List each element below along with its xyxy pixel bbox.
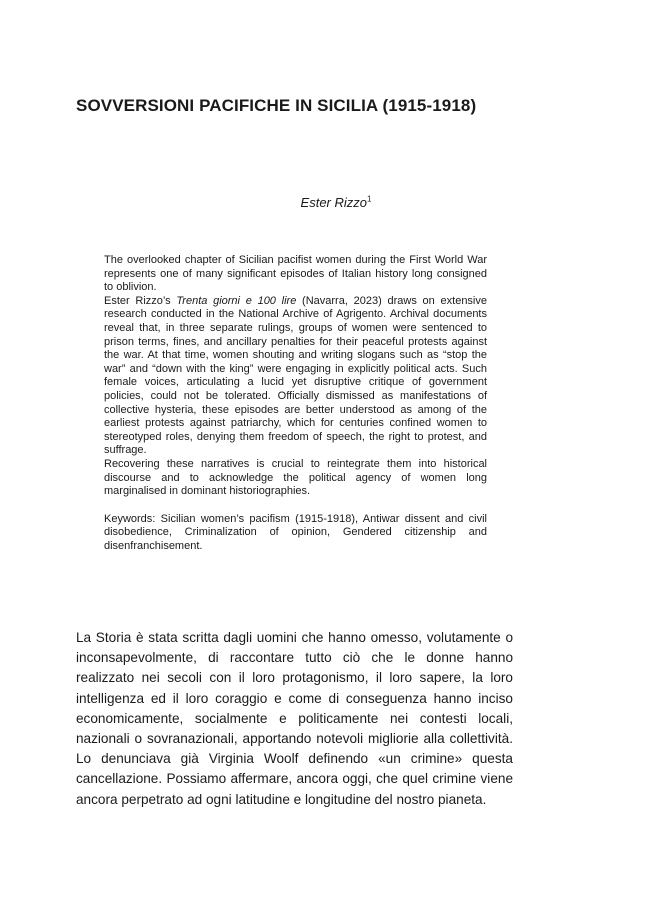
abstract <box>104 254 487 553</box>
abstract-p2-lead: Ester Rizzo’s <box>104 294 177 307</box>
abstract-paragraph-1: The overlooked chapter of Sicilian pacifist women during the First World War represents one of many significant episodes of Italian history long consigned to oblivion. <box>104 254 487 294</box>
book-title: Trenta giorni e 100 lire <box>176 294 297 307</box>
abstract-p2-rest: (Navarra, 2023) draws on extensive research conducted in the National Archive of Agrigento. Archival documents reveal that, in three separate rulings, groups of women were sentenced to prison terms, fines, and ancillary penalties for their peaceful protests against the war. At that time, women shouting and writing slogans such as “stop the war” and “down with the king” were engaging in explicitly political acts. Such female voices, articulating a lucid yet disruptive critique of government policies, could not be tolerated. Officially dismissed as manifestations of collective hysteria, these episodes are better understood as among of the earliest protests against patriarchy, which for centuries confined women to stereotyped roles, denying them freedom of speech, the right to protest, and suffrage. <box>104 294 487 457</box>
author-footnote-mark: 1 <box>367 194 372 204</box>
article-title: SOVVERSIONI PACIFICHE IN SICILIA (1915-1918) <box>76 96 477 115</box>
author-line <box>0 195 650 210</box>
keywords: Keywords: Sicilian women’s pacifism (1915-1918), Antiwar dissent and civil disobedience, Criminalization of opinion, Gendered citizenship and disenfranchisement. <box>104 512 487 552</box>
abstract-paragraph-2 <box>104 295 487 458</box>
body-paragraph: La Storia è stata scritta dagli uomini che hanno omesso, volutamente o inconsapevolmente, di raccontare tutto ciò che le donne hanno realizzato nei secoli con il loro protagonismo, il loro sapere, la loro intelligenza ed il loro coraggio e come di conseguenza hanno inciso economicamente, socialmente e politicamente nei contesti locali, nazionali o sovranazionali, apportando notevoli migliorie alla collettività. Lo denunciava già Virginia Woolf definendo «un crimine» questa cancellazione. Possiamo affermare, ancora oggi, che quel crimine viene ancora perpetrato ad ogni latitudine e longitudine del nostro pianeta. <box>76 630 513 807</box>
author-name: Ester Rizzo <box>300 195 367 210</box>
abstract-paragraph-3: Recovering these narratives is crucial to reintegrate them into historical discourse and to acknowledge the political agency of women long marginalised in dominant historiographies. <box>104 457 487 498</box>
